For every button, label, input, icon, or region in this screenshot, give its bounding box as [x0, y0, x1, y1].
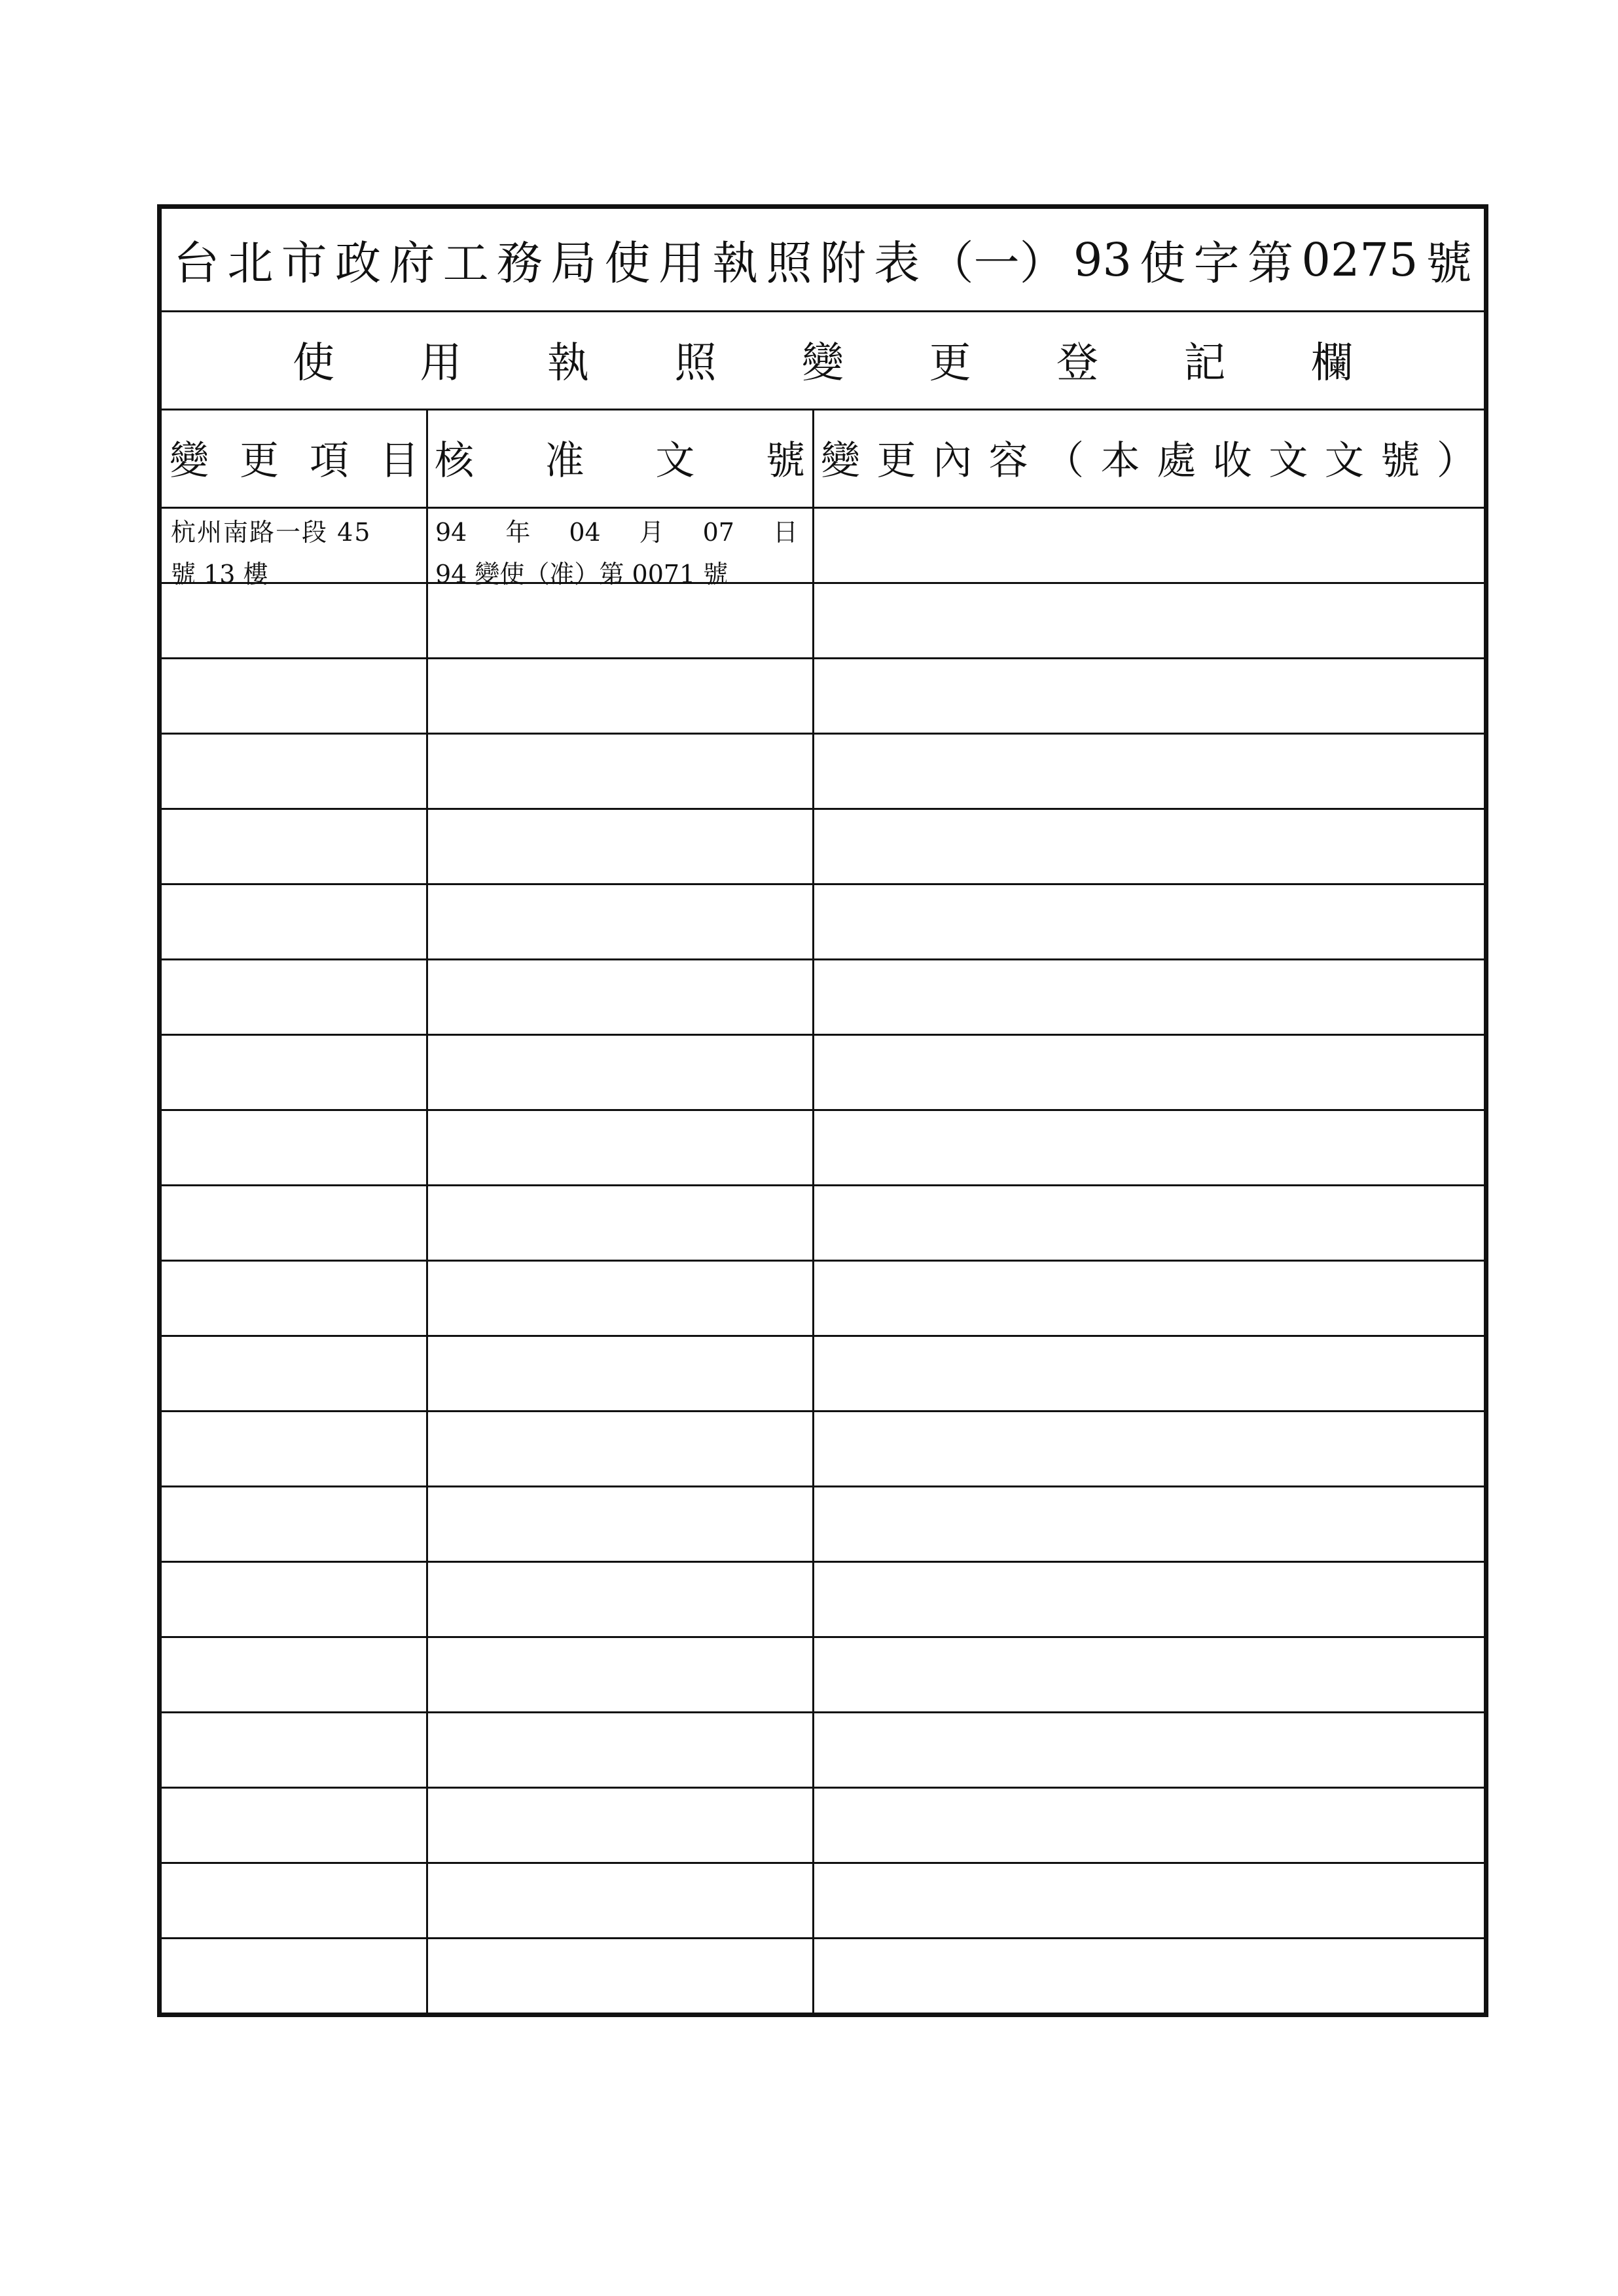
row-divider	[162, 733, 1484, 735]
char: 局	[550, 236, 597, 290]
row-divider	[162, 1711, 1484, 1713]
row-divider	[162, 1485, 1484, 1487]
char: 變	[170, 438, 209, 484]
char: 用	[658, 236, 704, 290]
row-divider	[162, 958, 1484, 960]
entry-change-content	[816, 510, 1477, 513]
row-divider	[162, 1184, 1484, 1186]
entry-item-line2: 號 13 樓	[171, 560, 268, 589]
row-divider	[162, 1260, 1484, 1262]
char: 處	[1157, 438, 1196, 484]
char: 變	[821, 438, 860, 484]
char: 市	[281, 236, 327, 290]
row-divider	[162, 1109, 1484, 1111]
row-divider	[162, 1862, 1484, 1864]
entry-approval-number: 94 變使（准）第 0071 號	[435, 560, 728, 589]
form-title	[173, 209, 1472, 310]
row-divider	[162, 808, 1484, 810]
row-divider	[162, 1410, 1484, 1412]
char: 使	[293, 339, 334, 388]
char: 更	[929, 339, 971, 388]
char: 內	[933, 438, 973, 484]
char: 第	[1247, 236, 1293, 290]
char: 務	[496, 236, 543, 290]
entry-item-line1: 杭州南路一段 45	[171, 518, 372, 547]
char: 字	[1193, 236, 1240, 290]
column-divider	[426, 409, 428, 2013]
char: ）	[1436, 438, 1476, 484]
char: 府	[389, 236, 435, 290]
char: 04	[569, 518, 601, 547]
char: 文	[1324, 438, 1364, 484]
char: 照	[766, 236, 812, 290]
row-divider	[162, 1034, 1484, 1036]
char: 使	[604, 236, 651, 290]
char: 核	[435, 438, 474, 484]
char: 登	[1056, 339, 1098, 388]
char: 項	[310, 438, 349, 484]
row-divider	[162, 657, 1484, 659]
entry-approval-date	[435, 511, 804, 553]
char: 容	[988, 438, 1028, 484]
form-subtitle	[293, 310, 1353, 409]
char: 0275	[1301, 232, 1418, 287]
row-divider	[162, 1937, 1484, 1939]
column-divider	[812, 409, 814, 2013]
char: 收	[1212, 438, 1252, 484]
form-title-row	[162, 209, 1484, 310]
row-divider	[162, 507, 1484, 509]
char: 月	[639, 518, 664, 547]
char: 記	[1183, 339, 1226, 388]
form-subtitle-row	[162, 310, 1484, 409]
char: 變	[802, 339, 844, 388]
char: 更	[240, 438, 279, 484]
row-divider	[162, 1561, 1484, 1563]
char: 號	[1426, 236, 1472, 290]
row-divider	[162, 1636, 1484, 1638]
char: （一）	[927, 236, 1066, 290]
char: 工	[442, 236, 489, 290]
entry-approval	[430, 510, 810, 596]
char: 欄	[1311, 339, 1353, 388]
char: 附	[819, 236, 866, 290]
char: 北	[227, 236, 274, 290]
char: 本	[1100, 438, 1140, 484]
header-change-item	[162, 409, 427, 507]
char: 用	[420, 339, 462, 388]
char: 年	[505, 518, 531, 547]
char: 更	[876, 438, 916, 484]
char: 93	[1073, 232, 1132, 287]
char: 台	[173, 236, 219, 290]
table-header-row	[162, 409, 1484, 507]
char: 表	[874, 236, 920, 290]
char: 政	[334, 236, 381, 290]
char: 目	[380, 438, 419, 484]
char: 照	[674, 339, 717, 388]
header-change-content	[813, 409, 1484, 507]
row-divider	[162, 1787, 1484, 1789]
char: 07	[702, 518, 734, 547]
char: 准	[545, 438, 584, 484]
char: 執	[547, 339, 589, 388]
char: 執	[712, 236, 759, 290]
entry-change-item	[166, 510, 425, 596]
char: 94	[435, 518, 467, 547]
row-divider	[162, 1335, 1484, 1337]
char: 日	[772, 518, 798, 547]
char: 號	[1380, 438, 1420, 484]
char: 使	[1140, 236, 1186, 290]
char: 號	[765, 438, 805, 484]
row-divider	[162, 883, 1484, 885]
header-approval-number	[427, 409, 813, 507]
char: 文	[1268, 438, 1308, 484]
char: 文	[655, 438, 695, 484]
char: （	[1045, 438, 1085, 484]
change-register-form	[157, 204, 1488, 2017]
